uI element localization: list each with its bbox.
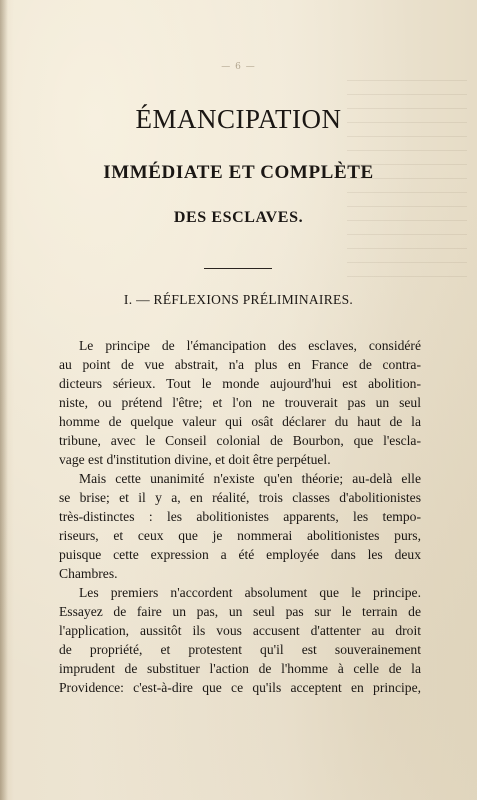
text-line: Providence: c'est-à-dire que ce qu'ils acceptent en principe, — [59, 680, 421, 695]
text-line: niste, ou prétend l'être; et l'on ne trouverait pas un seul — [59, 395, 421, 410]
text-line: homme de quelque valeur qui osât déclarer du haut de la — [59, 414, 421, 429]
text-line: Les premiers n'accordent absolument que le principe. — [79, 585, 421, 600]
text-line: se brise; et il y a, en réalité, trois classes d'abolitionistes — [59, 490, 421, 505]
text-line: dicteurs sérieux. Tout le monde aujourd'hui est abolition- — [59, 376, 421, 391]
text-line: puisque cette expression a été employée dans les deux — [59, 547, 421, 562]
text-line: imprudent de substituer l'action de l'homme à celle de la — [59, 661, 421, 676]
text-line: vage est d'institution divine, et doit être perpétuel. — [59, 452, 331, 467]
text-line: Essayez de faire un pas, un seul pas sur le terrain de — [59, 604, 421, 619]
text-line: l'application, aussitôt ils vous accusent d'attenter au droit — [59, 623, 421, 638]
page-subtitle-secondary: DES ESCLAVES. — [173, 209, 304, 226]
page-title: ÉMANCIPATION — [135, 104, 342, 134]
text-line: de propriété, et protestent qu'il est souverainement — [59, 642, 421, 657]
text-line: très-distinctes : les abolitionistes apparents, les tempo- — [59, 509, 421, 524]
text-line: tribune, avec le Conseil colonial de Bourbon, que l'escla- — [59, 433, 421, 448]
text-line: Chambres. — [59, 566, 118, 581]
text-line: Le principe de l'émancipation des esclaves, considéré — [79, 338, 421, 353]
title-divider — [204, 268, 272, 269]
page-subtitle: IMMÉDIATE ET COMPLÈTE — [103, 162, 374, 183]
page-number: — 6 — — [221, 62, 256, 72]
text-line: Mais cette unanimité n'existe qu'en théorie; au-delà elle — [79, 471, 421, 486]
body-text — [59, 336, 421, 697]
text-line: au point de vue abstrait, n'a plus en France de contra- — [59, 357, 421, 372]
text-line: riseurs, et ceux que je nommerai abolitionistes purs, — [59, 528, 421, 543]
section-heading: I. — RÉFLEXIONS PRÉLIMINAIRES. — [123, 292, 354, 307]
